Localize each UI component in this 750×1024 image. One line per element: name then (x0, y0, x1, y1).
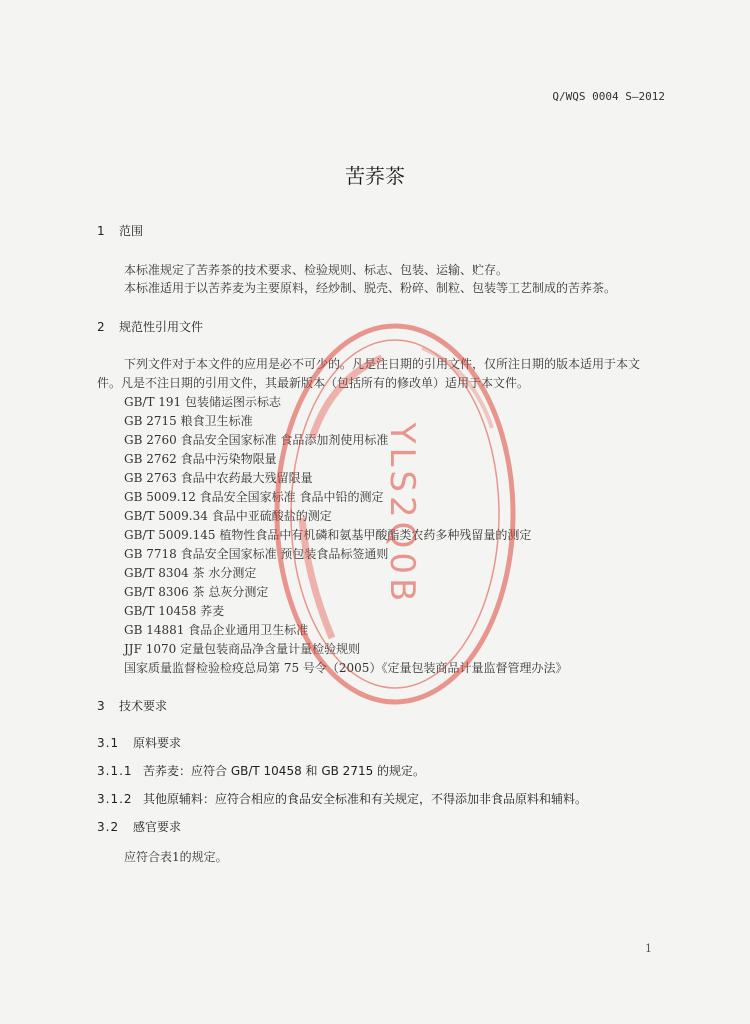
reference-item: GB 2715 粮食卫生标准 (124, 414, 253, 428)
section-title: 技术要求 (119, 699, 168, 713)
reference-item: GB/T 5009.34 食品中亚硫酸盐的测定 (124, 509, 332, 523)
subsection-title: 原料要求 (133, 736, 182, 750)
reference-item: GB 2760 食品安全国家标准 食品添加剂使用标准 (124, 433, 389, 447)
subsection-number: 3.1 (97, 736, 120, 750)
paragraph: 本标准规定了苦荞茶的技术要求、检验规则、标志、包装、运输、贮存。 (124, 263, 509, 277)
reference-item: GB/T 8306 茶 总灰分测定 (124, 585, 269, 599)
reference-item: 国家质量监督检验检疫总局第 75 号令（2005）《定量包装商品计量监督管理办法》 (124, 661, 568, 675)
paragraph: 件。凡是不注日期的引用文件，其最新版本（包括所有的修改单）适用于本文件。 (97, 376, 530, 390)
reference-item: GB 7718 食品安全国家标准 预包装食品标签通则 (124, 547, 389, 561)
section-2-heading (97, 318, 203, 335)
clause-3-1-1 (97, 762, 425, 779)
reference-item: GB 2763 食品中农药最大残留限量 (124, 471, 313, 485)
clause-3-1-2 (97, 790, 587, 807)
clause-number: 3.1.1 (97, 764, 133, 778)
section-3-heading (97, 697, 167, 714)
document-title: 苦荞茶 (345, 164, 405, 188)
subsection-number: 3.2 (97, 820, 120, 834)
subsection-3-1-heading (97, 734, 181, 751)
section-number: 2 (97, 320, 105, 334)
clause-text: 其他原辅料：应符合相应的食品安全标准和有关规定，不得添加非食品原料和辅料。 (143, 792, 588, 806)
reference-item: GB 5009.12 食品安全国家标准 食品中铅的测定 (124, 490, 384, 504)
section-number: 3 (97, 699, 105, 713)
seal-center-text: YLS2Q0B (382, 422, 422, 606)
reference-item: JJF 1070 定量包装商品净含量计量检验规则 (124, 642, 361, 656)
reference-item: GB 2762 食品中污染物限量 (124, 452, 277, 466)
clause-number: 3.1.2 (97, 792, 133, 806)
document-code: Q/WQS 0004 S—2012 (552, 90, 665, 103)
section-number: 1 (97, 224, 105, 238)
section-title: 规范性引用文件 (119, 320, 204, 334)
paragraph: 应符合表1的规定。 (124, 850, 228, 864)
reference-item: GB/T 191 包装储运图示标志 (124, 395, 281, 409)
clause-text: 苦荞麦：应符合 GB/T 10458 和 GB 2715 的规定。 (143, 764, 426, 778)
page-number: 1 (645, 942, 652, 955)
subsection-title: 感官要求 (133, 820, 182, 834)
reference-item: GB/T 10458 荞麦 (124, 604, 225, 618)
section-title: 范围 (119, 224, 144, 238)
reference-item: GB/T 5009.145 植物性食品中有机磷和氨基甲酸酯类农药多种残留量的测定 (124, 528, 532, 542)
reference-item: GB 14881 食品企业通用卫生标准 (124, 623, 309, 637)
paragraph: 本标准适用于以苦荞麦为主要原料，经炒制、脱壳、粉碎、制粒、包装等工艺制成的苦荞茶。 (124, 281, 617, 295)
reference-item: GB/T 8304 茶 水分测定 (124, 566, 257, 580)
section-1-heading (97, 222, 143, 239)
subsection-3-2-heading (97, 818, 181, 835)
paragraph: 下列文件对于本文件的应用是必不可少的。凡是注日期的引用文件，仅所注日期的版本适用于本文 (124, 357, 641, 371)
